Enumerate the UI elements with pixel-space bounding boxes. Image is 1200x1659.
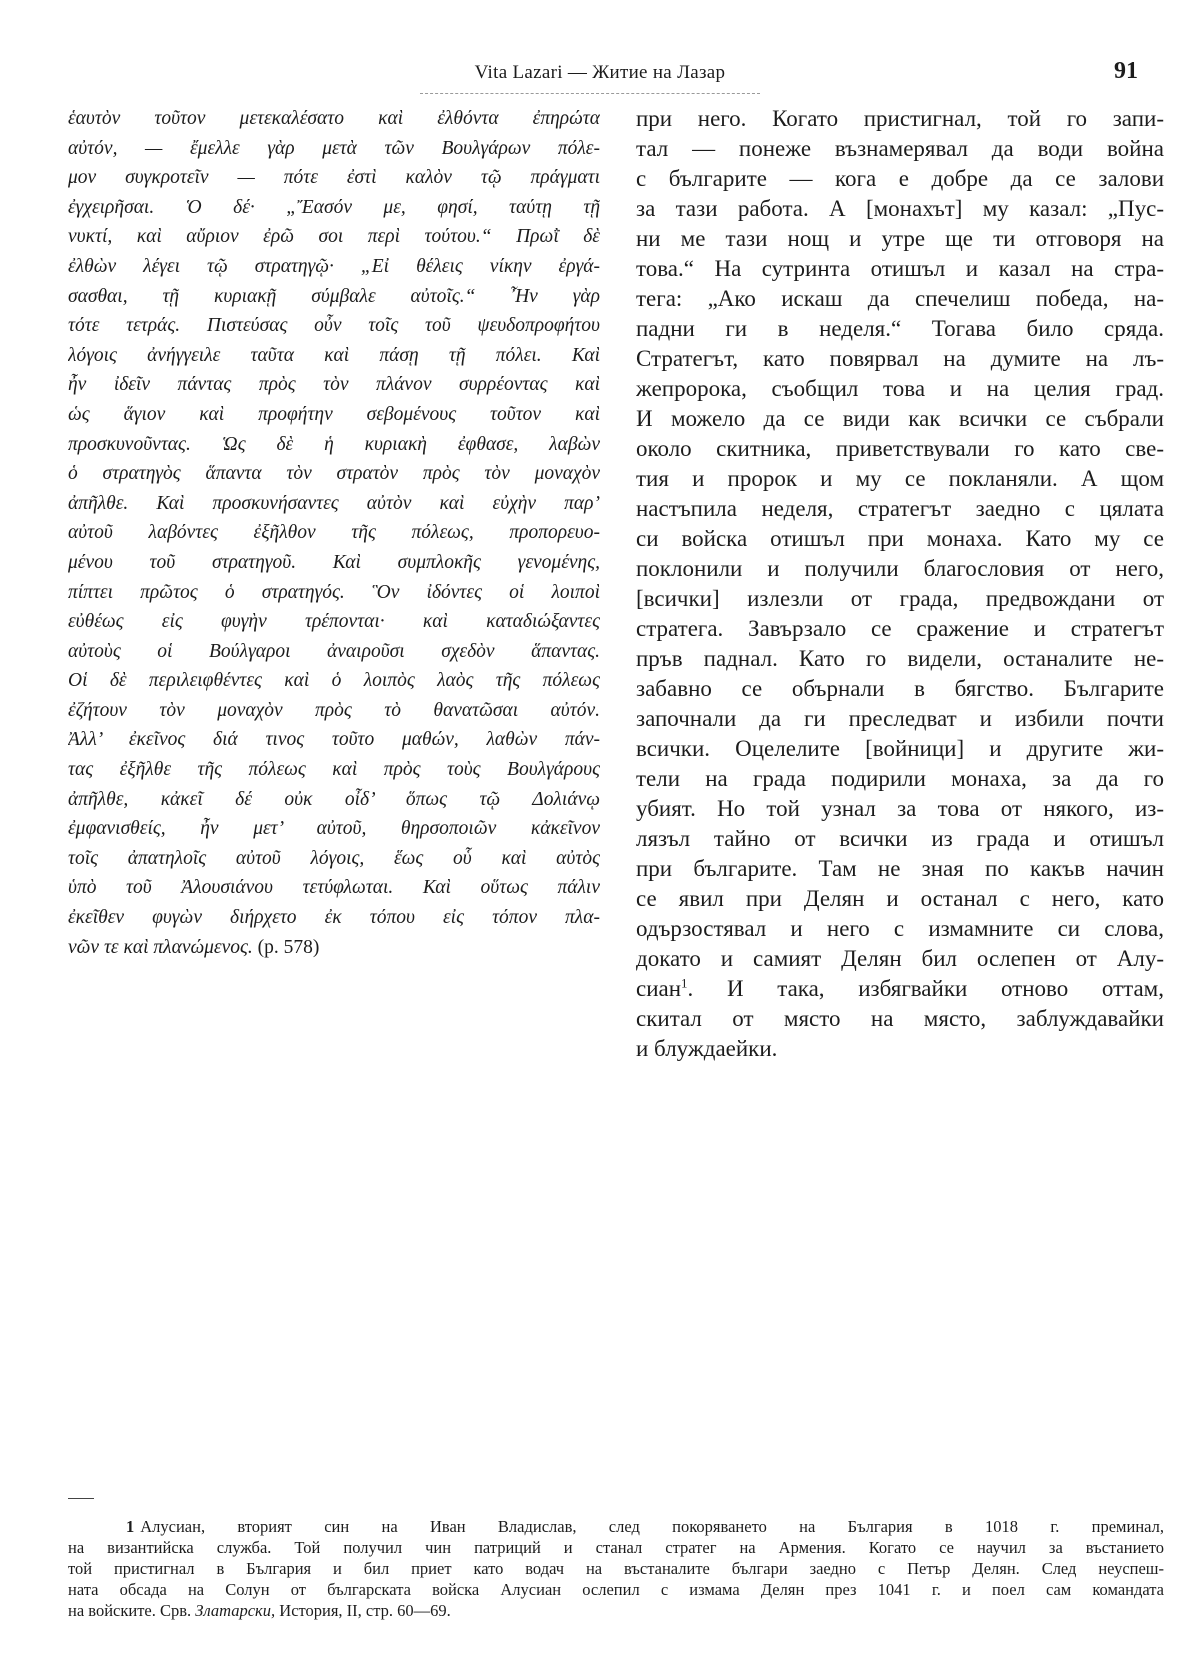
page-number: 91 — [1114, 58, 1138, 84]
bulgarian-text-line: И можело да се види как всички се събрали — [636, 406, 1164, 431]
footnote-line: ната обсада на Солун от българската войска Алусиан ослепил с измама Делян през 1041 г. и поел сам командата — [68, 1580, 1164, 1599]
bulgarian-text-line: при българите. Там не зная по какъв начин — [636, 856, 1164, 881]
bulgarian-text-line: при него. Когато пристигнал, той го запи- — [636, 106, 1164, 131]
bulgarian-text-line: около скитника, приветствували го като све- — [636, 436, 1164, 461]
bulgarian-text-line: тега: „Ако искаш да спечелиш победа, на- — [636, 286, 1164, 311]
greek-text-line: μένου τοῦ στρατηγοῦ. Καὶ συμπλοκῆς γενομένης, — [68, 551, 600, 573]
bulgarian-text-span: сиан — [636, 976, 682, 1001]
greek-text-line: τοῖς ἀπατηλοῖς αὐτοῦ λόγοις, ἕως οὗ καὶ αὐτὸς — [68, 847, 600, 869]
bulgarian-text-line: забавно се обърнали в бягство. Българите — [636, 676, 1164, 701]
greek-text-line: ἑαυτὸν τοῦτον μετεκαλέσατο καὶ ἐλθόντα ἐπηρώτα — [68, 108, 600, 129]
bulgarian-text-line: поклонили и получили благословия от него, — [636, 556, 1164, 581]
bulgarian-text-line: тели на града подирили монаха, за да го — [636, 766, 1164, 791]
footnote-text: на войските. Срв. — [68, 1601, 192, 1620]
greek-text-line: αὐτοῦ λαβόντες ἐξῆλθον τῆς πόλεως, προπορευο- — [68, 522, 600, 544]
greek-text-line: αὐτόν, — ἔμελλε γὰρ μετὰ τῶν Βουλγάρων πόλε- — [68, 137, 600, 159]
greek-text-line: ἦν ἰδεῖν πάντας πρὸς τὸν πλάνον συρρέοντας καὶ — [68, 374, 600, 396]
greek-text-line: ὡς ἅγιον καὶ προφήτην σεβομένους τοῦτον καὶ — [68, 403, 600, 425]
bulgarian-text-line: пръв паднал. Като го видели, останалите не- — [636, 646, 1164, 671]
bulgarian-text-line: всички. Оцелелите [войници] и другите жи- — [636, 736, 1164, 761]
greek-text-line: μον συγκροτεῖν — πότε ἐστὶ καλὸν τῷ πράγματι — [68, 167, 600, 189]
greek-text-line: σασθαι, τῇ κυριακῇ σύμβαλε αὐτοῖς.“ Ἦν γὰρ — [68, 285, 600, 307]
greek-text-line: ἐμφανισθείς, ἦν μετ’ αὐτοῦ, θηρσοποιῶν κἀκεῖνον — [68, 818, 600, 840]
greek-text-line: τας ἐξῆλθε τῆς πόλεως καὶ πρὸς τοὺς Βουλγάρους — [68, 759, 600, 781]
bulgarian-text-line: с българите — кога е добре да се залови — [636, 166, 1164, 191]
greek-text-line: ἐκεῖθεν φυγὼν διήρχετο ἐκ τόπου εἰς τόπον πλα- — [68, 907, 600, 929]
header-rule — [420, 93, 760, 94]
bulgarian-text-line: тия и пророк и му се покланяли. А щом — [636, 466, 1164, 491]
bulgarian-text-line: това.“ На сутринта отишъл и казал на стра- — [636, 256, 1164, 281]
bulgarian-text-line: убият. Но той узнал за това от някого, из- — [636, 796, 1164, 821]
bulgarian-text-span: . И така, избягвайки отново оттам, — [687, 976, 1164, 1001]
bulgarian-text-line: ни ме тази нощ и утре ще ти отговоря на — [636, 226, 1164, 251]
bulgarian-text-line: докато и самият Делян бил ослепен от Алу- — [636, 946, 1164, 971]
bulgarian-text-line: [всички] излезли от града, предвождани от — [636, 586, 1164, 611]
footnote-text: Алусиан, вторият син на Иван Владислав, след покоряването на България в 1018 г. преминал, — [140, 1517, 1164, 1536]
bulgarian-text-line: лязъл тайно от всички из града и отишъл — [636, 826, 1164, 851]
footnote-mark: 1 — [126, 1517, 135, 1536]
running-title: Vita Lazari — Житие на Лазар — [474, 62, 726, 83]
greek-text-line: προσκυνοῦντας. Ὡς δὲ ἡ κυριακὴ ἐφθασε, λαβὼν — [68, 433, 600, 455]
footnotes — [68, 1516, 1164, 1621]
greek-text-line: ὁ στρατηγὸς ἅπαντα τὸν στρατὸν πρὸς τὸν μοναχὸν — [68, 463, 600, 485]
running-head — [0, 58, 1200, 92]
bulgarian-text-line: започнали да ги преследват и избили почти — [636, 706, 1164, 731]
bulgarian-text-line: се явил при Делян и останал с него, като — [636, 886, 1164, 911]
bulgarian-text-line: одързостявал и него с измамните си слова, — [636, 916, 1164, 941]
footnote-line — [68, 1516, 1164, 1537]
bulgarian-text-line: настъпила неделя, стратегът заедно с цялата — [636, 496, 1164, 521]
footnote-line: той пристигнал в България и бил приет като водач на въстаналите българи заедно с Петър Делян. След неуспеш- — [68, 1559, 1164, 1578]
footnote-reference: 1 — [681, 975, 688, 991]
greek-text-line: ἀπῆλθε, κἀκεῖ δέ οὐκ οἶδ’ ὅπως τῷ Δολιάνῳ — [68, 788, 600, 810]
bulgarian-text-line: тал — понеже възнамерявал да води война — [636, 136, 1164, 161]
bulgarian-text-column — [636, 104, 1164, 1064]
bulgarian-text-line: и блуждаейки. — [636, 1036, 778, 1061]
bulgarian-text-line — [636, 974, 1164, 1004]
bulgarian-text-line: падни ги в неделя.“ Тогава било сряда. — [636, 316, 1164, 341]
greek-text-line: Οἱ δὲ περιλειφθέντες καὶ ὁ λοιπὸς λαὸς τῆς πόλεως — [68, 670, 600, 692]
bulgarian-text-line: Стратегът, като повярвал на думите на лъ- — [636, 346, 1164, 371]
greek-text-line: ὑπὸ τοῦ Ἀλουσιάνου τετύφλωται. Καὶ οὕτως πάλιν — [68, 877, 600, 899]
footnote-text: История, II, стр. 60—69. — [279, 1601, 451, 1620]
bulgarian-text-line: за тази работа. А [монахът] му казал: „Пус- — [636, 196, 1164, 221]
greek-text-line: Ἀλλ’ ἐκεῖνος διά τινος τοῦτο μαθών, λαθὼν πάν- — [68, 729, 600, 751]
bulgarian-text-line: скитал от място на място, заблуждавайки — [636, 1006, 1164, 1031]
footnote-line: на византийска служба. Той получил чин патриций и станал стратег на Армения. Когато се научил за въстанието — [68, 1538, 1164, 1557]
greek-text-line: νυκτί, καὶ αὔριον ἐρῶ σοι περὶ τούτου.“ Πρωῒ δὲ — [68, 226, 600, 248]
greek-text-line: αὐτοὺς οἱ Βούλγαροι ἀναιροῦσι σχεδὸν ἅπαντας. — [68, 640, 600, 662]
greek-text-line: ἀπῆλθε. Καὶ προσκυνήσαντες αὐτὸν καὶ εὐχὴν παρ’ — [68, 492, 600, 514]
greek-text-line: ἐγχειρῆσαι. Ὁ δέ· „Ἔασόν με, φησί, ταύτῃ τῇ — [68, 196, 600, 218]
greek-text-line: εὐθέως εἰς φυγὴν τρέπονται· καὶ καταδιώξαντες — [68, 611, 600, 633]
greek-text-line: πίπτει πρῶτος ὁ στρατηγός. Ὃν ἰδόντες οἱ λοιποὶ — [68, 581, 600, 603]
footnote-author: Златарски, — [195, 1601, 276, 1620]
page-reference: (p. 578) — [257, 936, 320, 958]
bulgarian-text-line: стратега. Завързало се сражение и стратегът — [636, 616, 1164, 641]
footnote-rule — [68, 1498, 94, 1499]
greek-text-line: τότε τετράς. Πιστεύσας οὖν τοῖς τοῦ ψευδοπροφήτου — [68, 315, 600, 337]
bulgarian-text-line: си войска отишъл при монаха. Като му се — [636, 526, 1164, 551]
greek-text-line: ἐζήτουν τὸν μοναχὸν πρὸς τὸ θανατῶσαι αὐτόν. — [68, 699, 600, 721]
greek-text-line: ἐλθὼν λέγει τῷ στρατηγῷ· „Εἰ θέλεις νίκην ἐργά- — [68, 255, 600, 277]
greek-text-line — [68, 933, 600, 963]
bulgarian-text-line: жепророка, съобщил това и на целия град. — [636, 376, 1164, 401]
greek-text-column — [68, 104, 600, 962]
footnote-line — [68, 1600, 1164, 1621]
greek-text-line: λόγοις ἀνήγγειλε ταῦτα καὶ πάσῃ τῇ πόλει. Καὶ — [68, 344, 600, 366]
greek-text-span: νῶν τε καὶ πλανώμενος. — [68, 936, 253, 958]
